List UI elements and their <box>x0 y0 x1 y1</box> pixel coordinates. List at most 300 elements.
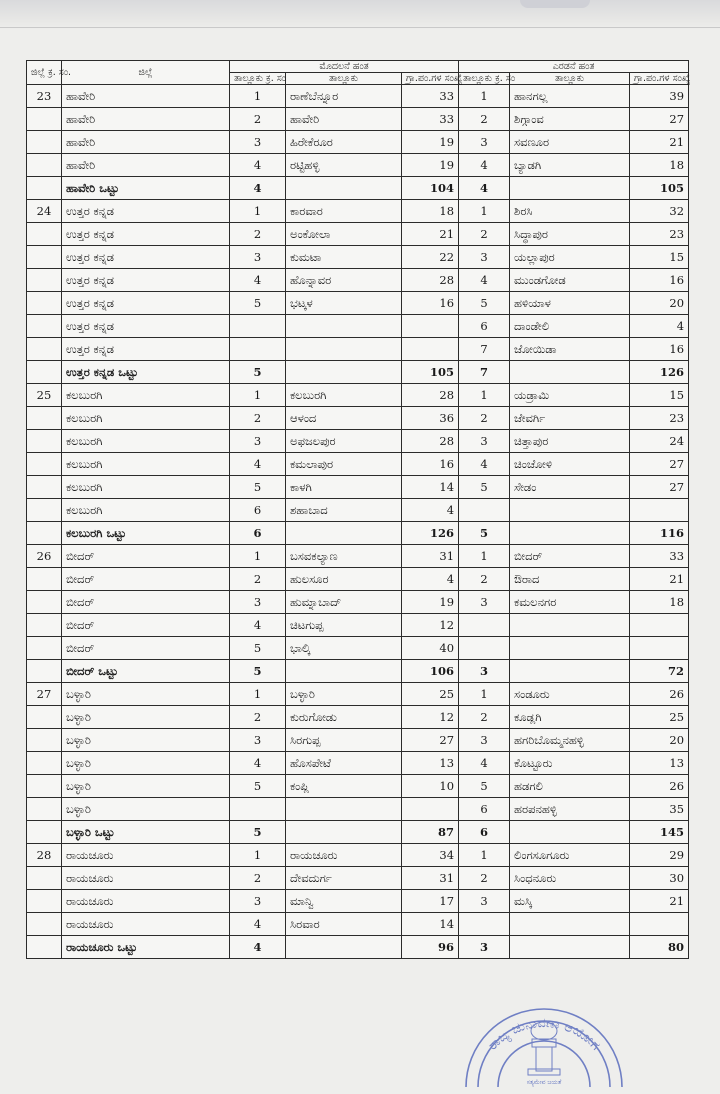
cell-p1-taluk: ಕಂಪ್ಲಿ <box>286 775 402 798</box>
cell-district-no: 23 <box>27 85 62 108</box>
cell-p2-taluk-no: 7 <box>459 361 510 384</box>
cell-p1-taluk: ಕಲಬುರಗಿ <box>286 384 402 407</box>
cell-p2-gp-count: 21 <box>630 890 689 913</box>
cell-p2-gp-count: 27 <box>630 108 689 131</box>
header-p2-taluk: ತಾಲ್ಲೂಕು <box>510 73 630 85</box>
cell-district-no <box>27 292 62 315</box>
table-row <box>27 384 689 407</box>
cell-p2-gp-count: 126 <box>630 361 689 384</box>
cell-district: ಬೀದರ್ <box>62 614 230 637</box>
cell-district: ಉತ್ತರ ಕನ್ನಡ <box>62 269 230 292</box>
table-row <box>27 292 689 315</box>
cell-p1-taluk-no: 2 <box>230 867 286 890</box>
cell-district: ರಾಯಚೂರು <box>62 844 230 867</box>
cell-p2-taluk <box>510 637 630 660</box>
cell-p1-taluk-no: 1 <box>230 85 286 108</box>
cell-p2-gp-count: 32 <box>630 200 689 223</box>
cell-district-no: 26 <box>27 545 62 568</box>
cell-district: ರಾಯಚೂರು ಒಟ್ಟು <box>62 936 230 959</box>
cell-p1-taluk-no: 6 <box>230 522 286 545</box>
cell-p1-taluk-no: 2 <box>230 706 286 729</box>
cell-p1-gp-count: 13 <box>402 752 459 775</box>
cell-p1-taluk-no: 4 <box>230 154 286 177</box>
total-row <box>27 361 689 384</box>
cell-p1-taluk-no: 4 <box>230 453 286 476</box>
cell-p2-taluk <box>510 499 630 522</box>
cell-p2-taluk-no: 3 <box>459 729 510 752</box>
cell-district: ಕಲಬುರಗಿ <box>62 453 230 476</box>
cell-district: ಕಲಬುರಗಿ ಒಟ್ಟು <box>62 522 230 545</box>
cell-p1-taluk-no: 1 <box>230 545 286 568</box>
cell-district-no <box>27 315 62 338</box>
cell-p1-taluk <box>286 522 402 545</box>
cell-district: ಉತ್ತರ ಕನ್ನಡ <box>62 292 230 315</box>
cell-district: ಬೀದರ್ <box>62 568 230 591</box>
cell-district-no <box>27 246 62 269</box>
cell-p2-taluk <box>510 936 630 959</box>
cell-p1-taluk-no: 1 <box>230 844 286 867</box>
cell-p2-taluk <box>510 660 630 683</box>
header-district-no: ಜಿಲ್ಲೆ ಕ್ರ. ಸಂ. <box>27 61 62 85</box>
cell-district: ಹಾವೇರಿ <box>62 154 230 177</box>
cell-p2-taluk-no: 2 <box>459 407 510 430</box>
cell-p2-gp-count: 18 <box>630 154 689 177</box>
cell-p2-gp-count: 116 <box>630 522 689 545</box>
cell-p1-gp-count: 14 <box>402 913 459 936</box>
cell-p2-gp-count <box>630 499 689 522</box>
table-row <box>27 246 689 269</box>
cell-p1-gp-count <box>402 338 459 361</box>
cell-p2-gp-count <box>630 913 689 936</box>
cell-p1-taluk-no: 4 <box>230 614 286 637</box>
cell-p1-taluk-no <box>230 338 286 361</box>
cell-p1-taluk: ಕಾಳಗಿ <box>286 476 402 499</box>
cell-district: ಹಾವೇರಿ ಒಟ್ಟು <box>62 177 230 200</box>
cell-p1-taluk-no: 3 <box>230 591 286 614</box>
cell-p1-gp-count: 22 <box>402 246 459 269</box>
cell-p1-taluk-no: 5 <box>230 660 286 683</box>
election-commission-seal <box>458 965 630 1087</box>
cell-district-no: 27 <box>27 683 62 706</box>
cell-district: ಬಳ್ಳಾರಿ ಒಟ್ಟು <box>62 821 230 844</box>
table-row <box>27 913 689 936</box>
cell-p1-taluk-no: 3 <box>230 430 286 453</box>
cell-p1-taluk <box>286 821 402 844</box>
cell-p2-taluk: ಔರಾದ <box>510 568 630 591</box>
cell-p1-taluk-no: 4 <box>230 177 286 200</box>
cell-district-no <box>27 453 62 476</box>
gram-panchayat-table <box>26 60 689 959</box>
cell-p2-taluk-no: 1 <box>459 384 510 407</box>
cell-p1-gp-count: 36 <box>402 407 459 430</box>
table-row <box>27 545 689 568</box>
cell-p2-taluk <box>510 913 630 936</box>
table-row <box>27 223 689 246</box>
cell-district-no <box>27 936 62 959</box>
cell-district-no <box>27 522 62 545</box>
table-row <box>27 200 689 223</box>
cell-p1-gp-count: 21 <box>402 223 459 246</box>
seal-motto: ಸತ್ಯಮೇವ ಜಯತೆ <box>526 1079 562 1086</box>
cell-p2-taluk-no: 1 <box>459 200 510 223</box>
cell-district: ಕಲಬುರಗಿ <box>62 499 230 522</box>
cell-p2-taluk-no: 2 <box>459 706 510 729</box>
cell-p1-taluk: ಹಾವೇರಿ <box>286 108 402 131</box>
cell-p1-taluk-no: 5 <box>230 361 286 384</box>
cell-p2-taluk-no: 6 <box>459 315 510 338</box>
cell-district: ಕಲಬುರಗಿ <box>62 430 230 453</box>
cell-p2-gp-count: 24 <box>630 430 689 453</box>
cell-p2-gp-count: 33 <box>630 545 689 568</box>
cell-p1-taluk-no: 5 <box>230 637 286 660</box>
total-row <box>27 177 689 200</box>
cell-p2-taluk-no: 5 <box>459 476 510 499</box>
cell-p2-gp-count: 35 <box>630 798 689 821</box>
cell-p2-taluk-no: 4 <box>459 154 510 177</box>
cell-p2-taluk-no: 3 <box>459 131 510 154</box>
cell-district: ಉತ್ತರ ಕನ್ನಡ <box>62 223 230 246</box>
scan-top-edge <box>0 0 720 30</box>
cell-p1-taluk-no: 3 <box>230 131 286 154</box>
cell-p2-taluk-no: 2 <box>459 867 510 890</box>
scan-edge-line <box>0 27 720 28</box>
cell-p2-taluk: ಬ್ಯಾಡಗಿ <box>510 154 630 177</box>
cell-district: ಉತ್ತರ ಕನ್ನಡ ಒಟ್ಟು <box>62 361 230 384</box>
cell-p2-taluk-no: 3 <box>459 936 510 959</box>
cell-p1-gp-count: 17 <box>402 890 459 913</box>
table-row <box>27 453 689 476</box>
cell-p2-gp-count: 13 <box>630 752 689 775</box>
cell-p2-taluk-no <box>459 913 510 936</box>
cell-p2-taluk: ಮುಂಡಗೋಡ <box>510 269 630 292</box>
cell-p1-gp-count: 4 <box>402 499 459 522</box>
cell-p1-taluk: ದೇವದುರ್ಗ <box>286 867 402 890</box>
cell-p1-gp-count: 16 <box>402 292 459 315</box>
cell-p1-taluk: ರಟ್ಟಿಹಳ್ಳಿ <box>286 154 402 177</box>
cell-p2-taluk-no: 3 <box>459 660 510 683</box>
cell-p1-gp-count: 14 <box>402 476 459 499</box>
cell-district-no <box>27 752 62 775</box>
cell-district: ಬಳ್ಳಾರಿ <box>62 752 230 775</box>
cell-p2-gp-count: 21 <box>630 568 689 591</box>
cell-p2-gp-count: 27 <box>630 453 689 476</box>
table-row <box>27 798 689 821</box>
cell-district: ಬಳ್ಳಾರಿ <box>62 729 230 752</box>
cell-district-no <box>27 407 62 430</box>
header-phase-2: ಎರಡನೆ ಹಂತ <box>459 61 689 73</box>
cell-p2-taluk-no: 6 <box>459 798 510 821</box>
cell-p1-taluk-no: 2 <box>230 568 286 591</box>
cell-p1-taluk-no: 2 <box>230 407 286 430</box>
cell-p2-gp-count: 30 <box>630 867 689 890</box>
cell-p1-taluk <box>286 338 402 361</box>
cell-p1-taluk-no: 3 <box>230 729 286 752</box>
cell-p2-taluk-no: 4 <box>459 453 510 476</box>
cell-p2-taluk: ಸಿಂಧನೂರು <box>510 867 630 890</box>
cell-p1-taluk: ರಾಣೆಬೆನ್ನೂರ <box>286 85 402 108</box>
cell-p1-taluk: ಬಳ್ಳಾರಿ <box>286 683 402 706</box>
cell-p2-taluk-no <box>459 499 510 522</box>
cell-district: ಹಾವೇರಿ <box>62 85 230 108</box>
cell-p2-taluk: ಸೇಡಂ <box>510 476 630 499</box>
cell-p1-gp-count: 10 <box>402 775 459 798</box>
cell-p2-taluk-no: 5 <box>459 292 510 315</box>
cell-p1-gp-count: 19 <box>402 131 459 154</box>
cell-p1-gp-count: 126 <box>402 522 459 545</box>
cell-p2-taluk-no: 1 <box>459 844 510 867</box>
cell-p1-taluk-no: 1 <box>230 384 286 407</box>
cell-p1-taluk: ಹುಲಸೂರ <box>286 568 402 591</box>
header-p2-taluk-no: ತಾಲ್ಲೂಕು ಕ್ರ. ಸಂ <box>459 73 510 85</box>
cell-p1-gp-count: 16 <box>402 453 459 476</box>
table-row <box>27 269 689 292</box>
cell-p2-taluk: ಹರಪನಹಳ್ಳಿ <box>510 798 630 821</box>
cell-p2-gp-count: 15 <box>630 246 689 269</box>
cell-p1-taluk-no <box>230 315 286 338</box>
cell-p2-gp-count: 26 <box>630 775 689 798</box>
table-row <box>27 637 689 660</box>
cell-p1-taluk-no: 1 <box>230 683 286 706</box>
cell-p1-taluk-no: 5 <box>230 292 286 315</box>
cell-district-no <box>27 476 62 499</box>
cell-p2-taluk: ಚಿಂಚೋಳಿ <box>510 453 630 476</box>
total-row <box>27 522 689 545</box>
cell-p1-taluk-no: 1 <box>230 200 286 223</box>
cell-p1-taluk-no: 3 <box>230 890 286 913</box>
cell-p2-taluk: ಜೇವರ್ಗಿ <box>510 407 630 430</box>
cell-p2-taluk: ಸಂಡೂರು <box>510 683 630 706</box>
cell-p1-taluk-no: 4 <box>230 913 286 936</box>
cell-p1-taluk: ಹೊಸಪೇಟೆ <box>286 752 402 775</box>
cell-district-no <box>27 660 62 683</box>
cell-district: ಕಲಬುರಗಿ <box>62 384 230 407</box>
cell-district: ಬೀದರ್ <box>62 637 230 660</box>
cell-p1-taluk <box>286 177 402 200</box>
cell-district: ರಾಯಚೂರು <box>62 913 230 936</box>
cell-p2-taluk-no: 2 <box>459 568 510 591</box>
cell-district: ಬಳ್ಳಾರಿ <box>62 798 230 821</box>
cell-district: ಬೀದರ್ ಒಟ್ಟು <box>62 660 230 683</box>
cell-p2-taluk-no: 1 <box>459 85 510 108</box>
header-p2-gp-count: ಗ್ರಾ.ಪಂ.ಗಳ ಸಂಖ್ಯೆ <box>630 73 689 85</box>
cell-p1-taluk <box>286 660 402 683</box>
cell-p2-taluk: ದಾಂಡೇಲಿ <box>510 315 630 338</box>
cell-p2-taluk: ಹಗರಿಬೊಮ್ಮನಹಳ್ಳಿ <box>510 729 630 752</box>
cell-p1-taluk: ಆಳಂದ <box>286 407 402 430</box>
cell-p2-taluk: ಯಡ್ರಾಮಿ <box>510 384 630 407</box>
cell-p2-taluk-no: 1 <box>459 545 510 568</box>
cell-district-no: 24 <box>27 200 62 223</box>
cell-district: ಬಳ್ಳಾರಿ <box>62 683 230 706</box>
cell-p2-gp-count: 4 <box>630 315 689 338</box>
cell-p2-taluk: ಮಸ್ಕಿ <box>510 890 630 913</box>
table-row <box>27 407 689 430</box>
cell-p1-gp-count: 105 <box>402 361 459 384</box>
cell-p1-gp-count: 19 <box>402 591 459 614</box>
cell-district-no <box>27 430 62 453</box>
cell-p1-gp-count: 12 <box>402 706 459 729</box>
cell-district: ಕಲಬುರಗಿ <box>62 407 230 430</box>
cell-p2-taluk <box>510 614 630 637</box>
cell-district-no <box>27 798 62 821</box>
cell-district: ಹಾವೇರಿ <box>62 131 230 154</box>
cell-p2-taluk-no: 4 <box>459 177 510 200</box>
cell-p1-taluk <box>286 798 402 821</box>
cell-district-no <box>27 890 62 913</box>
cell-p1-gp-count: 25 <box>402 683 459 706</box>
cell-p1-taluk: ಕಾರವಾರ <box>286 200 402 223</box>
cell-p1-taluk: ಹಿರೇಕೆರೂರ <box>286 131 402 154</box>
cell-district: ಬೀದರ್ <box>62 545 230 568</box>
cell-p2-taluk-no: 3 <box>459 591 510 614</box>
cell-p2-taluk-no: 1 <box>459 683 510 706</box>
cell-p2-gp-count: 23 <box>630 223 689 246</box>
table-row <box>27 338 689 361</box>
table-row <box>27 108 689 131</box>
cell-district-no <box>27 614 62 637</box>
table-row <box>27 775 689 798</box>
cell-p2-taluk: ಕೊಟ್ಟೂರು <box>510 752 630 775</box>
cell-p2-taluk <box>510 522 630 545</box>
cell-p1-gp-count: 18 <box>402 200 459 223</box>
cell-district-no <box>27 775 62 798</box>
table-row <box>27 867 689 890</box>
cell-p1-taluk: ರಾಯಚೂರು <box>286 844 402 867</box>
table-row <box>27 499 689 522</box>
cell-p2-gp-count: 21 <box>630 131 689 154</box>
cell-district-no <box>27 867 62 890</box>
cell-p1-gp-count: 31 <box>402 867 459 890</box>
cell-p1-taluk-no: 4 <box>230 269 286 292</box>
total-row <box>27 660 689 683</box>
cell-p1-gp-count: 28 <box>402 430 459 453</box>
cell-p1-taluk: ಹುಮ್ನಾಬಾದ್ <box>286 591 402 614</box>
cell-p2-gp-count: 25 <box>630 706 689 729</box>
cell-p1-gp-count: 106 <box>402 660 459 683</box>
cell-p2-gp-count: 26 <box>630 683 689 706</box>
cell-p1-gp-count: 31 <box>402 545 459 568</box>
cell-p2-gp-count: 39 <box>630 85 689 108</box>
cell-district-no <box>27 338 62 361</box>
cell-p1-taluk: ಹೊನ್ನಾವರ <box>286 269 402 292</box>
cell-district: ಬಳ್ಳಾರಿ <box>62 775 230 798</box>
table-body <box>27 85 689 959</box>
table-row <box>27 85 689 108</box>
cell-district: ಉತ್ತರ ಕನ್ನಡ <box>62 315 230 338</box>
cell-p2-gp-count: 105 <box>630 177 689 200</box>
cell-p1-gp-count: 34 <box>402 844 459 867</box>
cell-p1-gp-count <box>402 798 459 821</box>
cell-p2-taluk: ಹಳಿಯಾಳ <box>510 292 630 315</box>
table-row <box>27 154 689 177</box>
cell-p2-gp-count: 15 <box>630 384 689 407</box>
cell-p2-gp-count <box>630 637 689 660</box>
cell-district: ಹಾವೇರಿ <box>62 108 230 131</box>
cell-p2-taluk: ಲಿಂಗಸೂಗೂರು <box>510 844 630 867</box>
cell-p2-taluk-no: 3 <box>459 890 510 913</box>
cell-p1-gp-count: 4 <box>402 568 459 591</box>
cell-district: ಉತ್ತರ ಕನ್ನಡ <box>62 338 230 361</box>
cell-district-no <box>27 568 62 591</box>
cell-p2-gp-count: 29 <box>630 844 689 867</box>
cell-p2-taluk: ಕೂಡ್ಲಗಿ <box>510 706 630 729</box>
cell-p1-taluk: ಚಿಟಗುಪ್ಪ <box>286 614 402 637</box>
cell-p1-gp-count <box>402 315 459 338</box>
cell-p1-gp-count: 87 <box>402 821 459 844</box>
cell-district: ಬೀದರ್ <box>62 591 230 614</box>
cell-p2-taluk-no: 5 <box>459 522 510 545</box>
cell-p1-taluk: ಅಂಕೋಲಾ <box>286 223 402 246</box>
cell-district-no <box>27 706 62 729</box>
table-row <box>27 614 689 637</box>
cell-p2-taluk <box>510 177 630 200</box>
table-row <box>27 315 689 338</box>
cell-p2-taluk-no: 4 <box>459 269 510 292</box>
cell-district-no: 25 <box>27 384 62 407</box>
cell-district-no <box>27 591 62 614</box>
cell-p1-taluk-no: 3 <box>230 246 286 269</box>
cell-district-no <box>27 223 62 246</box>
table-row <box>27 591 689 614</box>
header-p1-taluk-no: ತಾಲ್ಲೂಕು ಕ್ರ. ಸಂ <box>230 73 286 85</box>
cell-p1-taluk: ಮಾನ್ವಿ <box>286 890 402 913</box>
table-row <box>27 706 689 729</box>
cell-p1-gp-count: 104 <box>402 177 459 200</box>
cell-p2-taluk-no: 3 <box>459 246 510 269</box>
cell-p2-taluk-no: 3 <box>459 430 510 453</box>
header-district: ಜಿಲ್ಲೆ <box>62 61 230 85</box>
cell-p1-taluk: ಕಮಲಾಪುರ <box>286 453 402 476</box>
cell-p2-gp-count: 20 <box>630 292 689 315</box>
cell-district-no <box>27 177 62 200</box>
cell-district: ರಾಯಚೂರು <box>62 890 230 913</box>
cell-p1-taluk-no: 5 <box>230 821 286 844</box>
cell-p2-gp-count: 80 <box>630 936 689 959</box>
cell-p1-taluk: ಬಸವಕಲ್ಯಾಣ <box>286 545 402 568</box>
cell-p2-taluk: ಬೀದರ್ <box>510 545 630 568</box>
cell-p1-gp-count: 33 <box>402 85 459 108</box>
cell-p1-taluk: ಭಟ್ಕಳ <box>286 292 402 315</box>
cell-p1-taluk <box>286 315 402 338</box>
cell-p1-taluk-no: 6 <box>230 499 286 522</box>
cell-p1-taluk: ಭಾಲ್ಕಿ <box>286 637 402 660</box>
table-row <box>27 430 689 453</box>
cell-p2-taluk-no: 6 <box>459 821 510 844</box>
cell-district-no <box>27 913 62 936</box>
table-row <box>27 890 689 913</box>
total-row <box>27 821 689 844</box>
cell-p2-taluk: ಹಡಗಲಿ <box>510 775 630 798</box>
table-row <box>27 131 689 154</box>
cell-p2-taluk: ಯಲ್ಲಾಪುರ <box>510 246 630 269</box>
cell-p1-gp-count: 96 <box>402 936 459 959</box>
cell-p2-taluk: ಶಿರಸಿ <box>510 200 630 223</box>
cell-district: ಉತ್ತರ ಕನ್ನಡ <box>62 200 230 223</box>
cell-p1-gp-count: 28 <box>402 384 459 407</box>
cell-district-no <box>27 108 62 131</box>
table-row <box>27 683 689 706</box>
cell-district: ಉತ್ತರ ಕನ್ನಡ <box>62 246 230 269</box>
cell-district-no: 28 <box>27 844 62 867</box>
table-row <box>27 476 689 499</box>
cell-p2-taluk-no: 2 <box>459 108 510 131</box>
cell-p1-taluk: ಶಹಾಬಾದ <box>286 499 402 522</box>
cell-p2-taluk: ಹಾನಗಲ್ಲ <box>510 85 630 108</box>
table-row <box>27 844 689 867</box>
cell-p2-gp-count <box>630 614 689 637</box>
cell-p1-gp-count: 27 <box>402 729 459 752</box>
header-p1-gp-count: ಗ್ರಾ.ಪಂ.ಗಳ ಸಂಖ್ಯೆ <box>402 73 459 85</box>
